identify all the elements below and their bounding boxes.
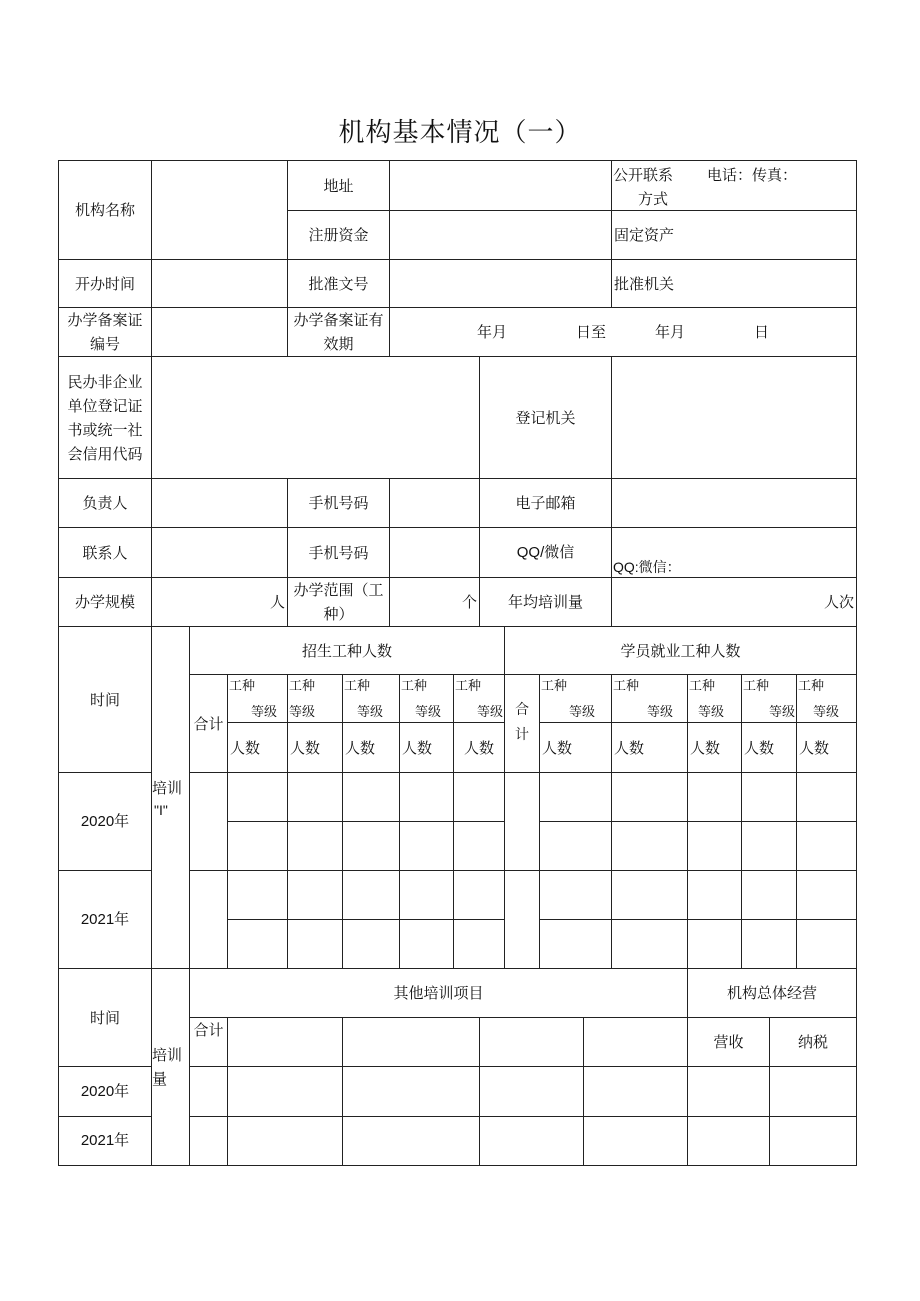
label-grade: 等级 <box>768 705 795 720</box>
data-cell[interactable] <box>342 1116 480 1166</box>
label-scope-1: 办学范围（工 <box>293 581 384 599</box>
input-annual-training[interactable]: 人次 <box>611 577 857 627</box>
data-cell[interactable] <box>687 821 742 871</box>
data-cell[interactable] <box>611 870 688 920</box>
data-cell[interactable] <box>769 1116 857 1166</box>
enroll-trade-header <box>453 674 505 723</box>
enroll-persons: 人数 <box>399 722 454 773</box>
label-trade: 工种 <box>229 679 256 694</box>
header-enroll-total: 合计 <box>189 674 228 773</box>
label-grade: 等级 <box>357 705 384 720</box>
label-contact-mobile: 手机号码 <box>287 527 390 578</box>
header-revenue: 营收 <box>687 1017 770 1067</box>
employ-persons: 人数 <box>796 722 857 773</box>
data-cell[interactable] <box>227 772 288 822</box>
data-cell[interactable] <box>399 870 454 920</box>
input-scale[interactable]: 人 <box>151 577 288 627</box>
header-other-projects: 其他培训项目 <box>189 968 688 1018</box>
label-reg-cert-3: 书或统一社 <box>67 420 143 439</box>
label-open-time: 开办时间 <box>58 259 152 308</box>
label-year-2020: 2020年 <box>58 772 152 871</box>
input-filing-valid-period[interactable] <box>389 307 857 357</box>
header-other-total: 合计 <box>189 1017 228 1067</box>
label-reg-capital: 注册资金 <box>287 210 390 260</box>
label-trade: 工种 <box>401 679 428 694</box>
data-cell[interactable] <box>687 870 742 920</box>
employ-trade-header <box>741 674 797 723</box>
enroll-trade-header <box>287 674 343 723</box>
input-enroll-total-2021[interactable] <box>189 870 228 969</box>
label-year-2021: 2021年 <box>58 1116 152 1166</box>
data-cell[interactable] <box>287 870 343 920</box>
label-training-volume-1: 培训 <box>152 1046 183 1064</box>
label-grade: 等级 <box>646 705 673 720</box>
enroll-persons: 人数 <box>287 722 343 773</box>
data-cell[interactable] <box>741 919 797 969</box>
label-trade: 工种 <box>689 679 716 694</box>
data-cell[interactable] <box>342 919 400 969</box>
data-cell[interactable] <box>479 1066 584 1117</box>
employ-trade-header <box>611 674 688 723</box>
header-other-project-4[interactable] <box>583 1017 688 1067</box>
label-grade: 等级 <box>568 705 595 720</box>
data-cell[interactable] <box>399 821 454 871</box>
data-cell[interactable] <box>342 1066 480 1117</box>
data-cell[interactable] <box>189 1066 228 1117</box>
label-trade: 工种 <box>541 679 568 694</box>
data-cell[interactable] <box>611 772 688 822</box>
input-leader-mobile[interactable] <box>389 478 480 528</box>
label-address: 地址 <box>287 160 390 211</box>
data-cell[interactable] <box>687 1116 770 1166</box>
input-org-name[interactable] <box>151 160 288 260</box>
employ-persons: 人数 <box>687 722 742 773</box>
input-open-time[interactable] <box>151 259 288 308</box>
label-grade: 等级 <box>698 705 725 720</box>
input-reg-org[interactable] <box>611 356 857 479</box>
label-grade: 等级 <box>415 705 442 720</box>
label-phone-fax: 电话：传真： <box>707 166 798 184</box>
label-scope-2: 种） <box>323 605 354 623</box>
data-cell[interactable] <box>227 919 288 969</box>
label-time: 时间 <box>58 968 152 1067</box>
data-cell[interactable] <box>479 1116 584 1166</box>
data-cell[interactable] <box>539 870 612 920</box>
data-cell[interactable] <box>453 821 505 871</box>
header-tax: 纳税 <box>769 1017 857 1067</box>
label-filing-valid-1: 办学备案证有 <box>293 311 384 329</box>
input-employ-total-2021[interactable] <box>504 870 540 969</box>
employ-persons: 人数 <box>539 722 612 773</box>
header-other-project-1[interactable] <box>227 1017 343 1067</box>
label-reg-cert-2: 单位登记证 <box>67 396 143 415</box>
data-cell[interactable] <box>539 821 612 871</box>
employ-trade-header <box>687 674 742 723</box>
date-d: 日 <box>754 323 770 341</box>
data-cell[interactable] <box>399 919 454 969</box>
data-cell[interactable] <box>769 1066 857 1117</box>
data-cell[interactable] <box>583 1116 688 1166</box>
label-reg-cert <box>58 356 152 479</box>
header-employ: 学员就业工种人数 <box>504 626 857 675</box>
label-approval-doc: 批准文号 <box>287 259 390 308</box>
label-scope <box>287 577 390 627</box>
label-filing-no-1: 办学备案证 <box>67 311 143 329</box>
input-employ-total-2020[interactable] <box>504 772 540 871</box>
data-cell[interactable] <box>227 1116 343 1166</box>
page-title: 机构基本情况（一） <box>338 118 582 148</box>
data-cell[interactable] <box>189 1116 228 1166</box>
header-overall-ops: 机构总体经营 <box>687 968 857 1018</box>
data-cell[interactable] <box>342 821 400 871</box>
label-year-2021: 2021年 <box>58 870 152 969</box>
data-cell[interactable] <box>741 870 797 920</box>
enroll-persons: 人数 <box>453 722 505 773</box>
label-public-contact-2: 方式 <box>638 190 669 208</box>
data-cell[interactable] <box>399 772 454 822</box>
data-cell[interactable] <box>227 870 288 920</box>
label-reg-cert-4: 会信用代码 <box>67 444 143 463</box>
label-total-v1: 合 <box>515 702 529 718</box>
input-approval-doc[interactable] <box>389 259 612 308</box>
input-filing-no[interactable] <box>151 307 288 357</box>
label-leader-mobile: 手机号码 <box>287 478 390 528</box>
date-ym-1: 年月 <box>477 323 508 341</box>
label-email: 电子邮箱 <box>479 478 612 528</box>
data-cell[interactable] <box>342 870 400 920</box>
employ-trade-header <box>796 674 857 723</box>
label-org-name: 机构名称 <box>58 160 152 260</box>
label-contact: 联系人 <box>58 527 152 578</box>
employ-trade-header <box>539 674 612 723</box>
enroll-trade-header <box>399 674 454 723</box>
enroll-persons: 人数 <box>342 722 400 773</box>
employ-persons: 人数 <box>611 722 688 773</box>
enroll-trade-header <box>342 674 400 723</box>
data-cell[interactable] <box>453 772 505 822</box>
employ-persons: 人数 <box>741 722 797 773</box>
label-public-contact-1: 公开联系 <box>613 166 674 184</box>
label-training-2: "I" <box>154 802 168 818</box>
data-cell[interactable] <box>741 772 797 822</box>
data-cell[interactable] <box>539 919 612 969</box>
header-employ-total <box>504 674 540 773</box>
input-leader[interactable] <box>151 478 288 528</box>
data-cell[interactable] <box>453 919 505 969</box>
date-to: 日至 <box>576 323 607 341</box>
header-other-project-3[interactable] <box>479 1017 584 1067</box>
label-filing-valid-2: 效期 <box>323 335 354 353</box>
data-cell[interactable] <box>611 919 688 969</box>
enroll-trade-header <box>227 674 288 723</box>
data-cell[interactable] <box>611 821 688 871</box>
header-enroll: 招生工种人数 <box>189 626 505 675</box>
input-email[interactable] <box>611 478 857 528</box>
data-cell[interactable] <box>287 919 343 969</box>
label-trade: 工种 <box>455 679 482 694</box>
label-trade: 工种 <box>798 679 825 694</box>
input-enroll-total-2020[interactable] <box>189 772 228 871</box>
label-reg-cert-1: 民办非企业 <box>67 372 143 391</box>
label-total-v2: 计 <box>515 727 529 743</box>
label-grade: 等级 <box>813 705 840 720</box>
input-qq-wechat[interactable] <box>611 527 857 578</box>
label-approval-org: 批准机关 <box>611 259 857 308</box>
label-trade: 工种 <box>743 679 770 694</box>
cell-public-contact[interactable] <box>611 160 857 211</box>
label-training-volume-2: 量 <box>152 1070 168 1088</box>
label-trade: 工种 <box>344 679 371 694</box>
label-filing-no-2: 编号 <box>89 335 120 353</box>
data-cell[interactable] <box>342 772 400 822</box>
data-cell[interactable] <box>687 919 742 969</box>
data-cell[interactable] <box>687 772 742 822</box>
input-reg-cert[interactable] <box>151 356 480 479</box>
label-qq-wechat-value: QQ:微信： <box>613 559 681 575</box>
label-time: 时间 <box>58 626 152 773</box>
data-cell[interactable] <box>687 1066 770 1117</box>
label-trade: 工种 <box>613 679 640 694</box>
label-training-1: 培训 <box>152 779 183 797</box>
label-annual-training: 年均培训量 <box>479 577 612 627</box>
label-qq-wechat: QQ/微信 <box>479 527 612 578</box>
cell-training-label <box>151 626 190 969</box>
label-grade: 等级 <box>250 705 277 720</box>
data-cell[interactable] <box>287 821 343 871</box>
data-cell[interactable] <box>741 821 797 871</box>
data-cell[interactable] <box>539 772 612 822</box>
data-cell[interactable] <box>796 870 857 920</box>
label-year-2020: 2020年 <box>58 1066 152 1117</box>
data-cell[interactable] <box>796 919 857 969</box>
label-grade: 等级 <box>289 705 316 720</box>
date-ym-2: 年月 <box>655 323 686 341</box>
label-fixed-assets: 固定资产 <box>611 210 857 260</box>
data-cell[interactable] <box>287 772 343 822</box>
label-filing-valid <box>287 307 390 357</box>
header-other-project-2[interactable] <box>342 1017 480 1067</box>
data-cell[interactable] <box>583 1066 688 1117</box>
label-leader: 负责人 <box>58 478 152 528</box>
label-grade: 等级 <box>476 705 503 720</box>
label-reg-org: 登记机关 <box>479 356 612 479</box>
label-scale: 办学规模 <box>58 577 152 627</box>
label-trade: 工种 <box>289 679 316 694</box>
input-contact-mobile[interactable] <box>389 527 480 578</box>
input-scope[interactable]: 个 <box>389 577 480 627</box>
input-address[interactable] <box>389 160 612 211</box>
data-cell[interactable] <box>227 821 288 871</box>
enroll-persons: 人数 <box>227 722 288 773</box>
input-contact[interactable] <box>151 527 288 578</box>
data-cell[interactable] <box>796 772 857 822</box>
data-cell[interactable] <box>227 1066 343 1117</box>
input-reg-capital[interactable] <box>389 210 612 260</box>
cell-training-volume-label <box>151 968 190 1166</box>
data-cell[interactable] <box>796 821 857 871</box>
data-cell[interactable] <box>453 870 505 920</box>
label-filing-no <box>58 307 152 357</box>
